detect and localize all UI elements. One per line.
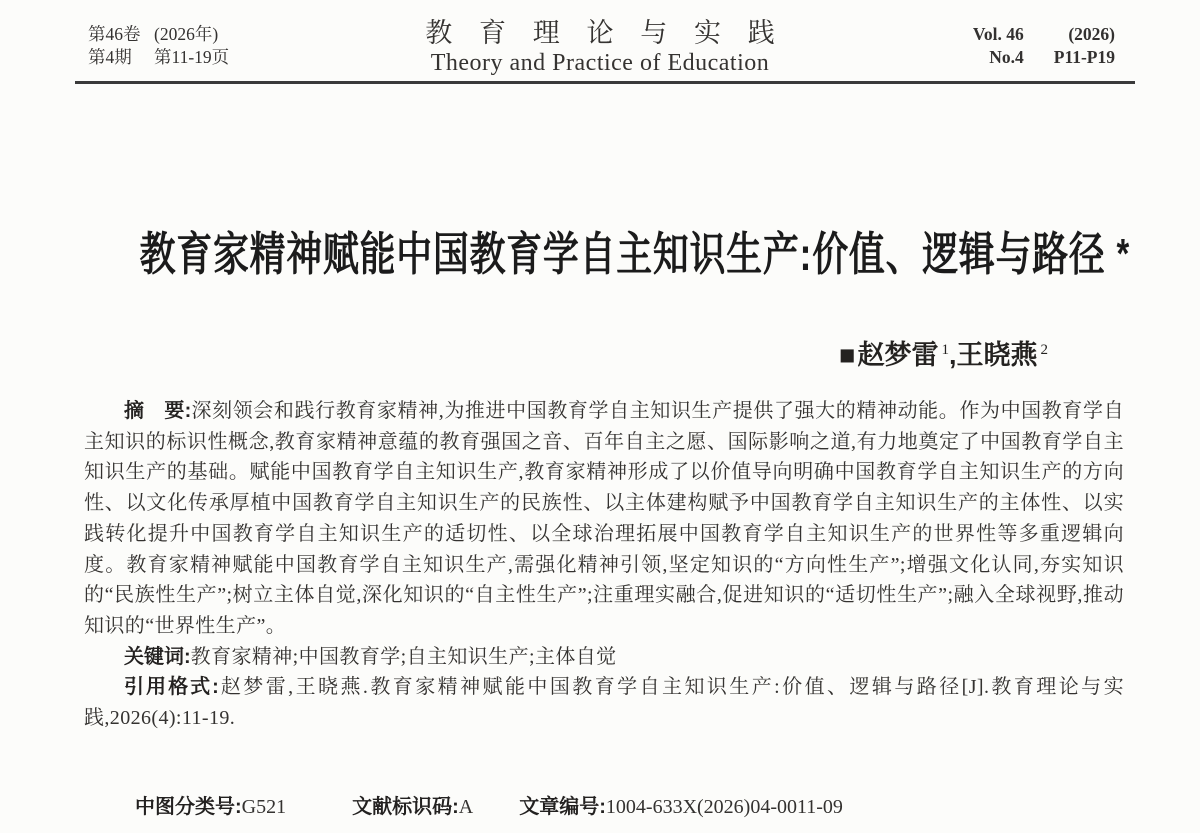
author-name-2: 王晓燕 [956, 340, 1038, 370]
author-affiliation-sup-2: 2 [1040, 342, 1048, 358]
title-footnote-star: * [1116, 230, 1131, 277]
article-title [140, 218, 1130, 284]
citation-text: 赵梦雷,王晓燕.教育家精神赋能中国教育学自主知识生产:价值、逻辑与路径[J].教育理论与实践,2026(4):11-19. [84, 676, 1124, 730]
volume-cn: 第46卷 [88, 24, 141, 44]
keywords-text: 教育家精神;中国教育学;自主知识生产;主体自觉 [190, 645, 617, 668]
pages-en: P11-P19 [1053, 47, 1115, 67]
article-id [519, 790, 843, 819]
volume-info-right [973, 24, 1115, 68]
abstract-text: 深刻领会和践行教育家精神,为推进中国教育学自主知识生产提供了强大的精神动能。作为中国教育学自主知识的标识性概念,教育家精神意蕴的教育强国之音、百年自主之愿、国际影响之道,有力地奠定了中国教育学自主知识生产的基础。赋能中国教育学自主知识生产,教育家精神形成了以价值导向明确中国教育学自主知识生产的方向性、以文化传承厚植中国教育学自主知识生产的民族性、以主体建构赋予中国教育学自主知识生产的主体性、以实践转化提升中国教育学自主知识生产的适切性、以全球治理拓展中国教育学自主知识生产的世界性等多重逻辑向度。教育家精神赋能中国教育学自主知识生产,需强化精神引领,坚定知识的“方向性生产”;增强文化认同,夯实知识的“民族性生产”;树立主体自觉,深化知识的“自主性生产”;注重理实融合,促进知识的“适切性生产”;融入全球视野,推动知识的“世界性生产”。 [84, 400, 1124, 637]
author-name-1: 赵梦雷 [857, 340, 939, 370]
abstract-paragraph [84, 396, 1124, 642]
volume-en: Vol. 46 [972, 24, 1024, 44]
abstract-label: 摘 要: [124, 400, 192, 422]
classification-meta-line [135, 790, 843, 819]
keywords-paragraph [84, 642, 1124, 673]
journal-title-en: Theory and Practice of Education [430, 50, 770, 76]
abstract-section [84, 396, 1124, 734]
journal-title-cn: 教 育 理 论 与 实 践 [425, 18, 785, 48]
year-cn: (2026年) [154, 24, 219, 44]
issue-cn: 第4期 [88, 47, 132, 67]
article-title-row [0, 218, 1200, 284]
keywords-label: 关键词: [124, 645, 191, 668]
clc-value: G521 [241, 796, 287, 818]
document-code [352, 790, 473, 819]
document-code-value: A [458, 796, 474, 818]
article-id-label: 文章编号: [519, 796, 606, 818]
author-marker-icon: ■ [839, 340, 856, 370]
article-id-value: 1004-633X(2026)04-0011-09 [605, 796, 843, 818]
document-code-label: 文献标识码: [352, 796, 459, 818]
issue-en: No.4 [989, 47, 1024, 67]
year-en: (2026) [1068, 24, 1115, 44]
header-divider-rule [75, 81, 1135, 84]
citation-label: 引用格式: [124, 676, 219, 699]
clc-label: 中图分类号: [135, 796, 242, 818]
author-line [839, 333, 1048, 372]
clc-number [135, 790, 286, 819]
citation-paragraph [84, 672, 1124, 733]
author-affiliation-sup-1: 1 [941, 342, 949, 358]
author-separator: , [948, 340, 957, 370]
article-title-text: 教育家精神赋能中国教育学自主知识生产:价值、逻辑与路径 [139, 228, 1106, 280]
pages-cn: 第11-19页 [154, 47, 230, 67]
